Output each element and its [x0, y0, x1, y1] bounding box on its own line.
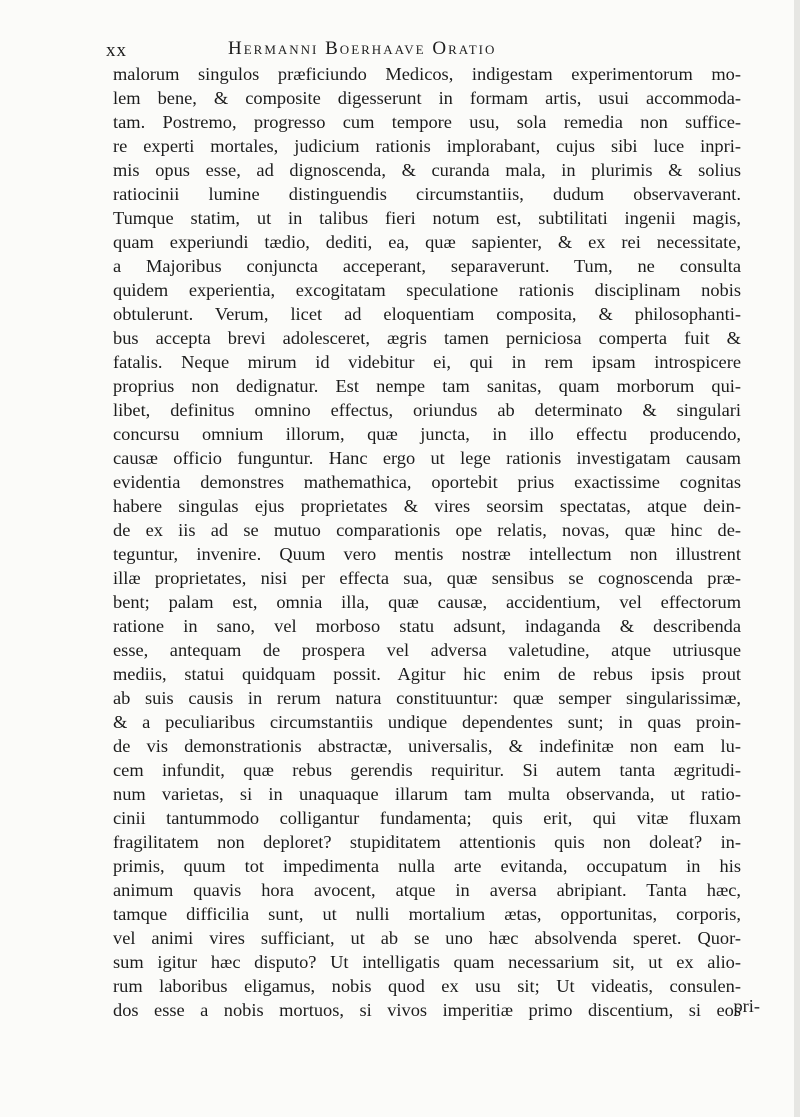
text-line: lem bene, & composite digesserunt in formam artis, usui accommoda-: [113, 88, 741, 108]
text-line: malorum singulos præficiundo Medicos, indigestam experimentorum mo-: [113, 64, 741, 84]
text-line: concursu omnium illorum, quæ juncta, in illo effectu producendo,: [113, 424, 741, 444]
page-header: [106, 38, 746, 64]
running-head: Hermanni Boerhaave Oratio: [228, 38, 497, 59]
text-line: a Majoribus conjuncta acceperant, separaverunt. Tum, ne consulta: [113, 256, 741, 276]
text-line: evidentia demonstres mathemathica, oportebit prius exactissime cognitas: [113, 472, 741, 492]
text-line: illæ proprietates, nisi per effecta sua, quæ sensibus se cognoscenda præ-: [113, 568, 741, 588]
text-line: esse, antequam de prospera vel adversa valetudine, atque utriusque: [113, 640, 741, 660]
text-line: cem infundit, quæ rebus gerendis requiritur. Si autem tanta ægritudi-: [113, 760, 741, 780]
text-line: de vis demonstrationis abstractæ, universalis, & indefinitæ non eam lu-: [113, 736, 741, 756]
text-line: ab suis causis in rerum natura constituuntur: quæ semper singularissimæ,: [113, 688, 741, 708]
text-line: mis opus esse, ad dignoscenda, & curanda mala, in plurimis & solius: [113, 160, 741, 180]
text-line: teguntur, invenire. Quum vero mentis nostræ intellectum non illustrent: [113, 544, 741, 564]
text-line: ratiocinii lumine distinguendis circumstantiis, dudum observaverant.: [113, 184, 741, 204]
text-line: fragilitatem non deploret? stupiditatem attentionis quis non doleat? in-: [113, 832, 741, 852]
text-line: quam experiundi tædio, dediti, ea, quæ sapienter, & ex rei necessitate,: [113, 232, 741, 252]
text-line: rum laboribus eligamus, nobis quod ex usu sit; Ut videatis, consulen-: [113, 976, 741, 996]
text-line: Tumque statim, ut in talibus fieri notum est, subtilitati ingenii magis,: [113, 208, 741, 228]
text-line: obtulerunt. Verum, licet ad eloquentiam composita, & philosophanti-: [113, 304, 741, 324]
text-line: libet, definitus omnino effectus, oriundus ab determinato & singulari: [113, 400, 741, 420]
text-line: num varietas, si in unaquaque illarum tam multa observanda, ut ratio-: [113, 784, 741, 804]
text-line: re experti mortales, judicium rationis implorabant, cujus sibi luce inpri-: [113, 136, 741, 156]
page-number: xx: [106, 40, 127, 61]
text-line: & a peculiaribus circumstantiis undique dependentes sunt; in quas proin-: [113, 712, 741, 732]
text-line: tamque difficilia sunt, ut nulli mortalium ætas, opportunitas, corporis,: [113, 904, 741, 924]
text-line: proprius non dedignatur. Est nempe tam sanitas, quam morborum qui-: [113, 376, 741, 396]
text-line: cinii tantummodo colligantur fundamenta; quis erit, qui vitæ fluxam: [113, 808, 741, 828]
text-line: de ex iis ad se mutuo comparationis ope relatis, novas, quæ hinc de-: [113, 520, 741, 540]
page-edge-shadow: [794, 0, 800, 1117]
text-line: dos esse a nobis mortuos, si vivos imperitiæ primo discentium, si eos: [113, 1000, 741, 1020]
text-line: causæ officio funguntur. Hanc ergo ut lege rationis investigatam causam: [113, 448, 741, 468]
catchword: pri-: [733, 996, 760, 1016]
text-line: animum quavis hora avocent, atque in aversa abripiant. Tanta hæc,: [113, 880, 741, 900]
text-line: bus accepta brevi adolesceret, ægris tamen perniciosa comperta fuit &: [113, 328, 741, 348]
text-line: mediis, statui quidquam possit. Agitur hic enim de rebus ipsis prout: [113, 664, 741, 684]
text-line: fatalis. Neque mirum id videbitur ei, qui in rem ipsam introspicere: [113, 352, 741, 372]
text-line: sum igitur hæc disputo? Ut intelligatis quam necessarium sit, ut ex alio-: [113, 952, 741, 972]
text-line: bent; palam est, omnia illa, quæ causæ, accidentium, vel effectorum: [113, 592, 741, 612]
text-line: primis, quum tot impedimenta nulla arte evitanda, occupatum in his: [113, 856, 741, 876]
text-line: quidem experientia, excogitatam speculatione rationis disciplinam nobis: [113, 280, 741, 300]
text-line: vel animi vires sufficiant, ut ab se uno hæc absolvenda speret. Quor-: [113, 928, 741, 948]
text-line: tam. Postremo, progresso cum tempore usu, sola remedia non suffice-: [113, 112, 741, 132]
text-line: habere singulas ejus proprietates & vires seorsim spectatas, atque dein-: [113, 496, 741, 516]
body-text: [113, 62, 741, 1022]
text-line: ratione in sano, vel morboso statu adsunt, indaganda & describenda: [113, 616, 741, 636]
